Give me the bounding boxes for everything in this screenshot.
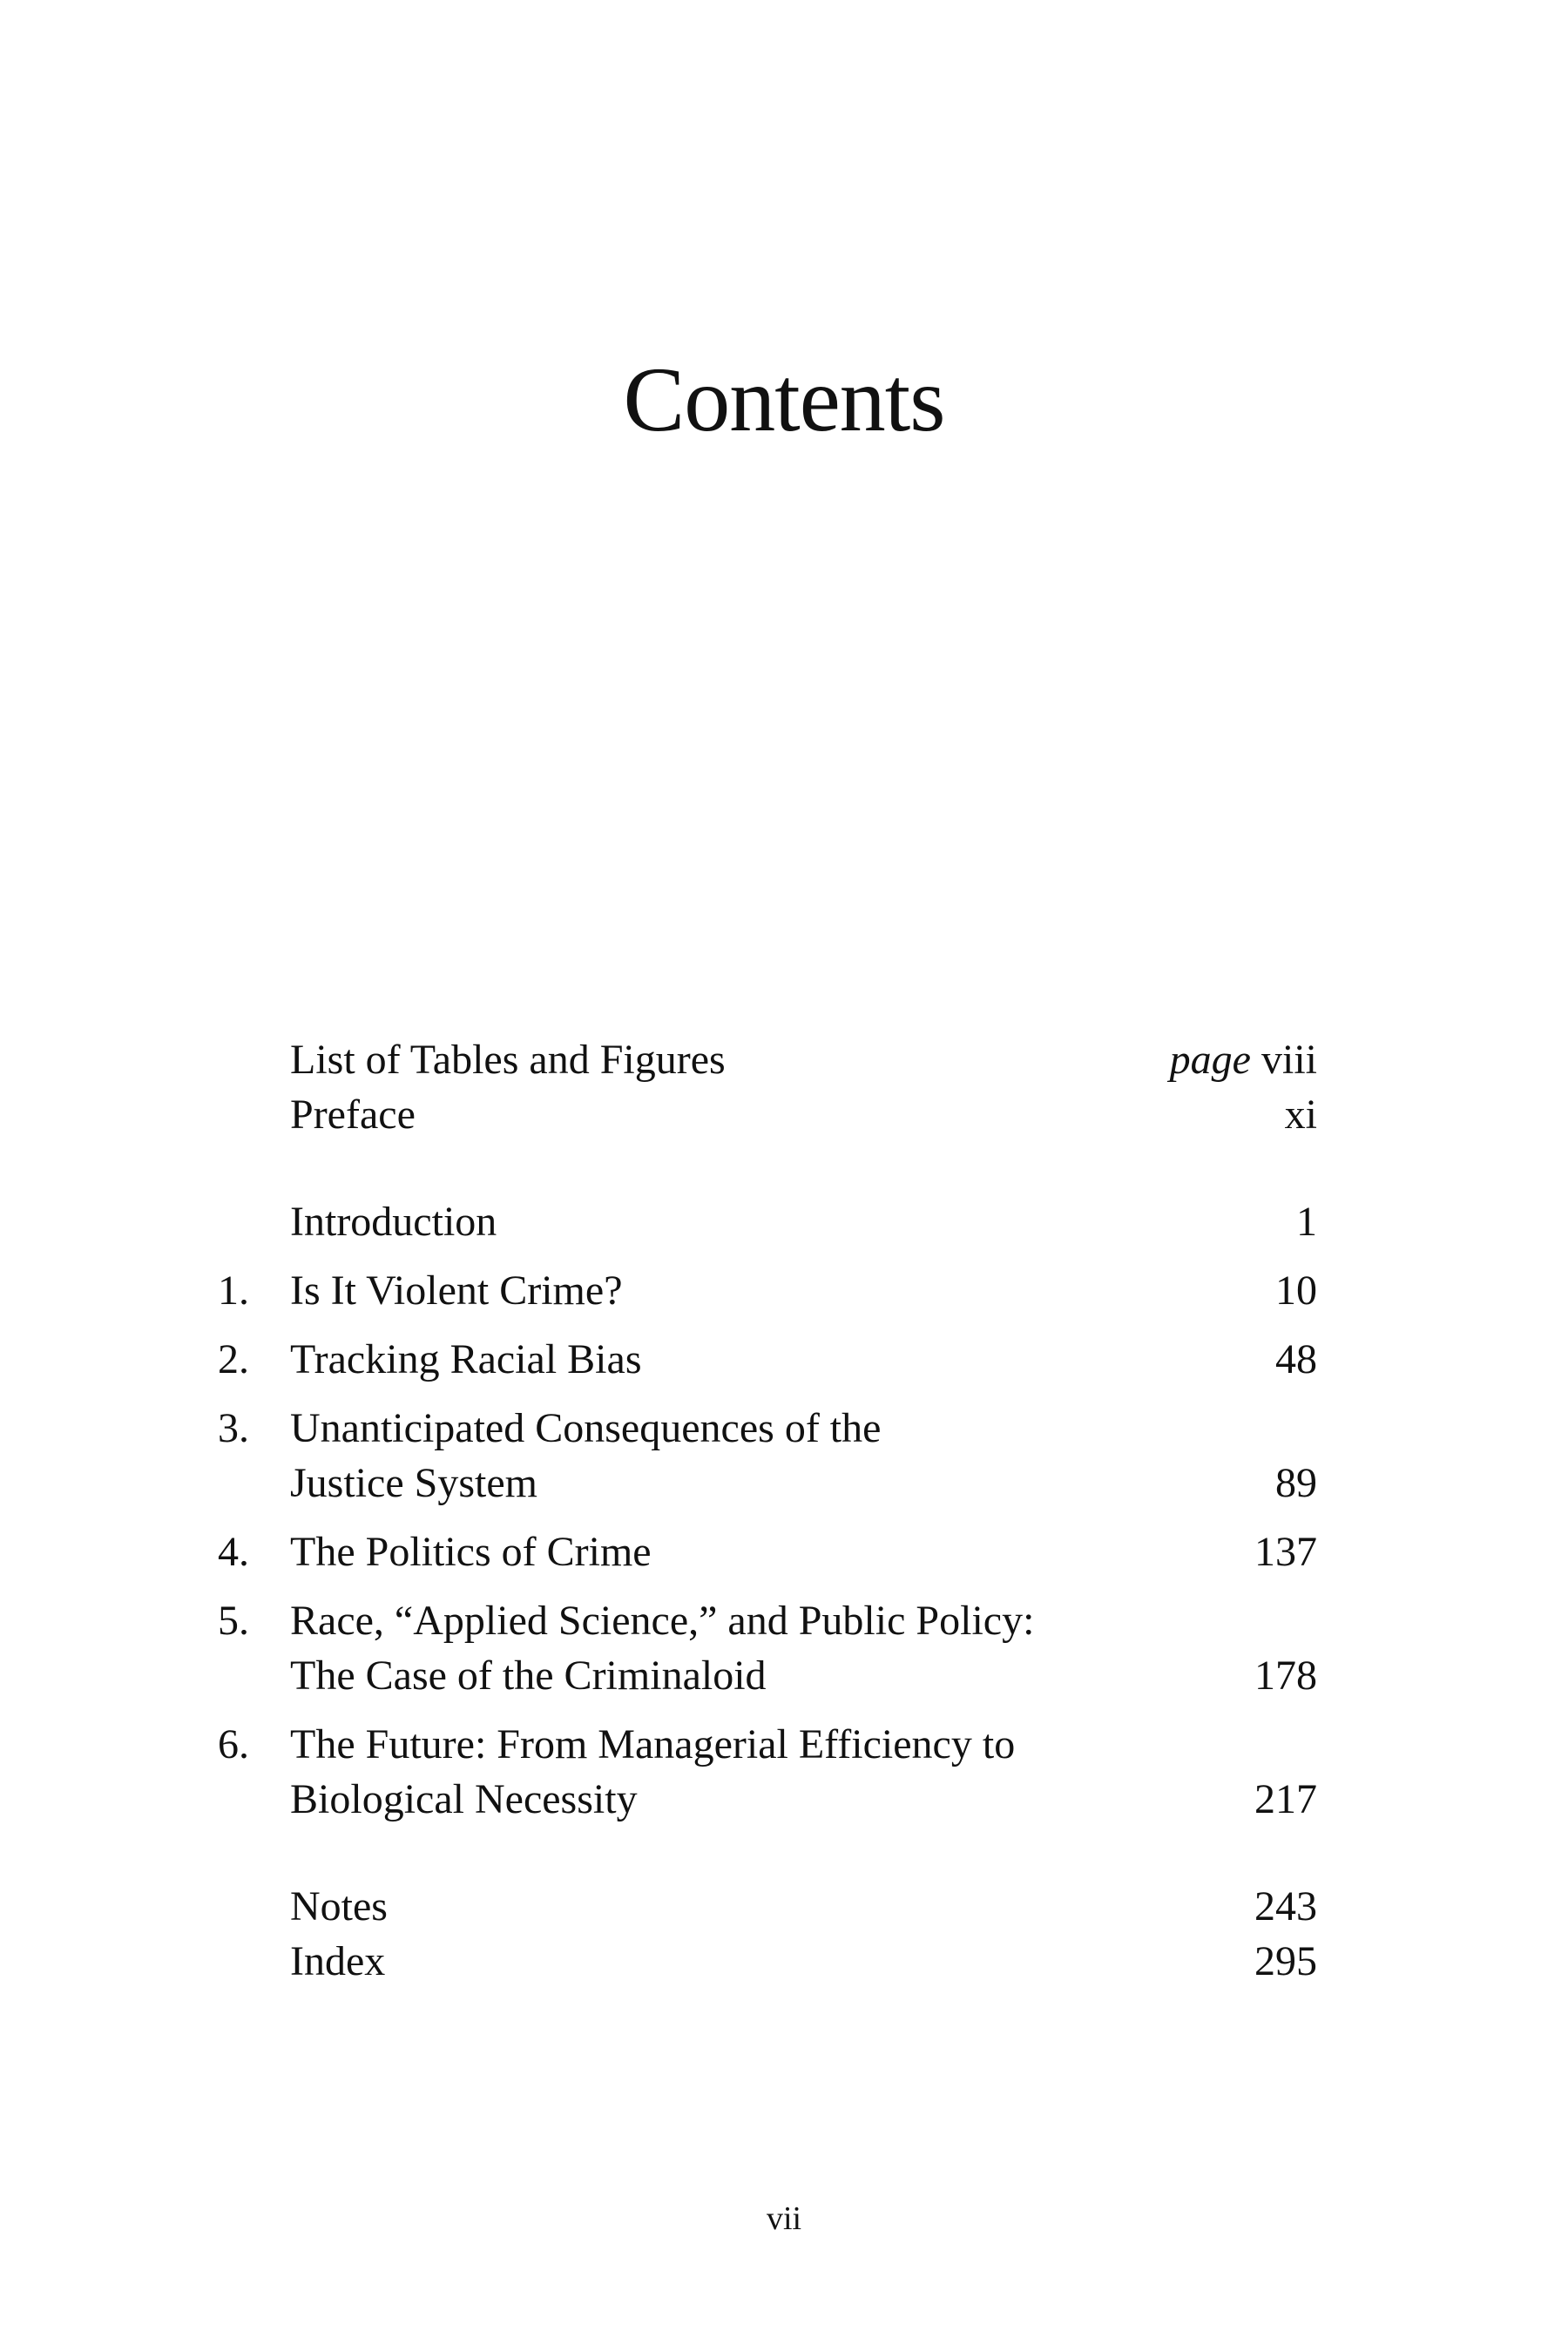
toc-entry-page: xi <box>1284 1092 1317 1138</box>
toc-entry-page: 295 <box>1254 1938 1317 1984</box>
toc-entry-label: Race, “Applied Science,” and Public Policy: The Case of the Criminaloid <box>290 1598 1035 1699</box>
toc-entry-notes <box>218 1879 1317 1934</box>
toc-entry-chapter-6 <box>218 1717 1317 1827</box>
toc-entry-page: 137 <box>1254 1529 1317 1575</box>
toc-entry-label: Index <box>290 1938 386 1984</box>
toc-entry-chapter-2 <box>218 1332 1317 1387</box>
spacer <box>218 1827 1317 1879</box>
toc-entry-label: Notes <box>290 1883 388 1930</box>
toc-entry-chapter-4 <box>218 1524 1317 1579</box>
chapter-number: 5. <box>218 1598 249 1644</box>
chapter-number: 2. <box>218 1336 249 1382</box>
spacer <box>218 1249 1317 1263</box>
toc-entry-label: List of Tables and Figures <box>290 1037 726 1083</box>
spacer <box>218 1318 1317 1332</box>
toc-entry-page: 1 <box>1296 1199 1317 1245</box>
toc-entry-preface <box>218 1087 1317 1142</box>
toc-entry-label: Is It Violent Crime? <box>290 1267 623 1314</box>
spacer <box>218 1142 1317 1194</box>
toc-entry-label: Preface <box>290 1092 416 1138</box>
toc-entry-page: 243 <box>1254 1883 1317 1930</box>
page-number: viii <box>1260 1037 1317 1083</box>
toc-entry-introduction <box>218 1194 1317 1249</box>
toc-entry-page: 217 <box>1254 1776 1317 1822</box>
page-prefix: page <box>1169 1037 1251 1083</box>
chapter-number: 4. <box>218 1529 249 1575</box>
toc-entry-chapter-3 <box>218 1401 1317 1511</box>
toc-entry-page <box>1170 1032 1317 1087</box>
toc-entry-label: The Future: From Managerial Efficiency to Biological Necessity <box>290 1721 1016 1822</box>
toc-entry-chapter-5 <box>218 1593 1317 1703</box>
toc-entry-page: 10 <box>1275 1267 1317 1314</box>
toc-entry-label: Unanticipated Consequences of the Justice System <box>290 1405 882 1506</box>
chapter-number: 6. <box>218 1721 249 1767</box>
toc-entry-page: 178 <box>1254 1652 1317 1699</box>
toc-entry-chapter-1 <box>218 1263 1317 1318</box>
toc-entry-list-of-tables <box>218 1032 1317 1087</box>
chapter-number: 3. <box>218 1405 249 1451</box>
toc-entry-label: The Politics of Crime <box>290 1529 652 1575</box>
chapter-number: 1. <box>218 1267 249 1314</box>
table-of-contents <box>218 1032 1317 1989</box>
spacer <box>218 1387 1317 1401</box>
spacer <box>218 1511 1317 1524</box>
spacer <box>218 1703 1317 1717</box>
toc-entry-page: 89 <box>1275 1460 1317 1506</box>
toc-entry-index <box>218 1934 1317 1989</box>
toc-entry-page: 48 <box>1275 1336 1317 1382</box>
page-folio: vii <box>766 2200 802 2237</box>
toc-entry-label: Tracking Racial Bias <box>290 1336 642 1382</box>
spacer <box>218 1579 1317 1593</box>
toc-entry-label: Introduction <box>290 1199 497 1245</box>
page-title: Contents <box>623 348 945 450</box>
